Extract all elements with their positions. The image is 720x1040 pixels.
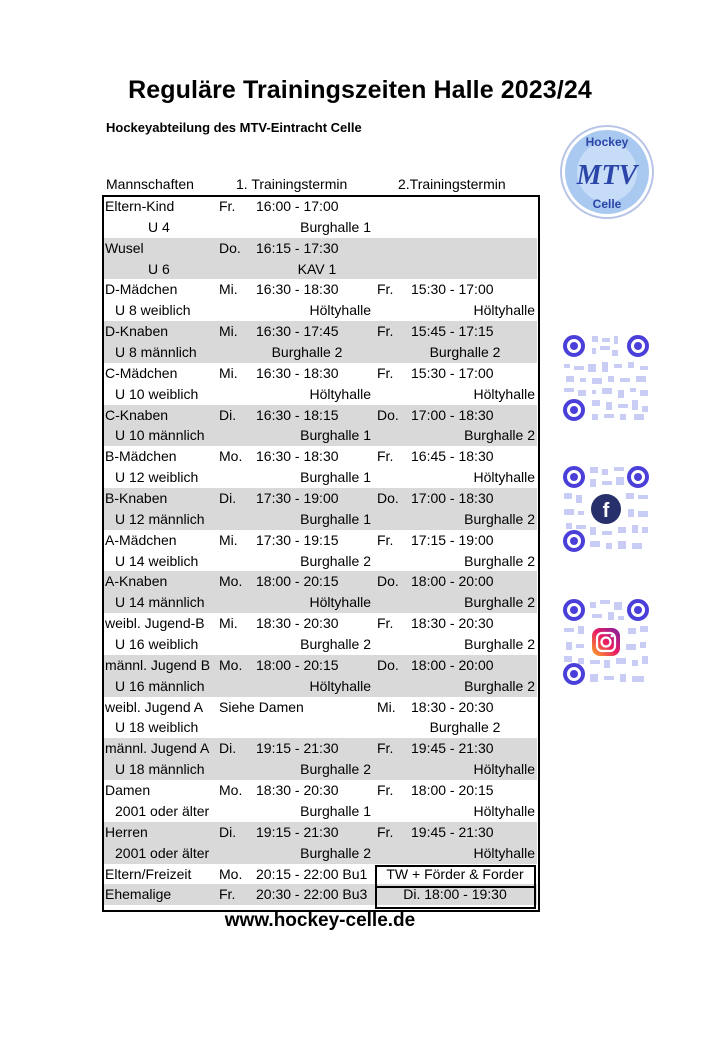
table-row	[103, 509, 537, 530]
table-row	[103, 634, 537, 655]
extra-box-text: Di. 18:00 - 19:30	[403, 886, 507, 903]
table-row	[103, 238, 537, 259]
day-1: Mi.	[219, 531, 238, 548]
team-name: Damen	[105, 782, 151, 799]
time-2: 17:00 - 18:30	[411, 406, 494, 423]
team-name: A-Knaben	[105, 573, 168, 590]
team-name: C-Knaben	[105, 406, 169, 423]
day-2: Fr.	[377, 531, 394, 548]
team-age: U 18 männlich	[115, 761, 205, 778]
table-row	[103, 363, 537, 384]
team-name: D-Knaben	[105, 323, 169, 340]
team-age: U 12 weiblich	[115, 469, 199, 486]
time-1: 16:15 - 17:30	[256, 239, 339, 256]
hall-2: Höltyhalle	[473, 385, 535, 402]
instagram-qr-code	[562, 598, 650, 686]
team-age: U 8 männlich	[115, 344, 197, 361]
table-row	[103, 822, 537, 843]
table-row	[103, 425, 537, 446]
header-teams: Mannschaften	[106, 176, 194, 192]
time-2: 18:30 - 20:30	[411, 615, 494, 632]
header-first-session: 1. Trainingstermin	[236, 176, 348, 192]
time-2: 19:45 - 21:30	[411, 823, 494, 840]
day-1: Mo.	[219, 865, 243, 882]
hall-2: Höltyhalle	[473, 761, 535, 778]
time-1: 16:30 - 18:30	[256, 448, 339, 465]
day-2: Do.	[377, 656, 399, 673]
table-row	[103, 801, 537, 822]
day-1: Fr.	[219, 886, 236, 903]
table-row	[103, 446, 537, 467]
day-2: Do.	[377, 490, 399, 507]
table-row	[103, 405, 537, 426]
day-2: Mi.	[377, 698, 396, 715]
time-2: 16:45 - 18:30	[411, 448, 494, 465]
hall-2: Burghalle 2	[464, 677, 535, 694]
hall-1: Burghalle 1	[300, 469, 371, 486]
time-2: 18:00 - 20:00	[411, 656, 494, 673]
hall-2: Höltyhalle	[473, 802, 535, 819]
day-2: Fr.	[377, 782, 394, 799]
time-1: 18:30 - 20:30	[256, 782, 339, 799]
team-name: weibl. Jugend-B	[105, 615, 205, 632]
hall-1: Burghalle 1	[300, 218, 371, 235]
time-1: 16:00 - 17:00	[256, 198, 339, 214]
team-age: U 16 männlich	[115, 677, 205, 694]
table-row	[103, 551, 537, 572]
team-name: C-Mädchen	[105, 364, 178, 381]
hall-1: Burghalle 2	[300, 552, 371, 569]
hall-1: Burghalle 2	[300, 844, 371, 861]
time-1: 17:30 - 19:15	[256, 531, 339, 548]
hall-2: Burghalle 2	[464, 510, 535, 527]
table-row	[103, 530, 537, 551]
logo-center-text: MTV	[576, 160, 638, 191]
hall-2: Burghalle 2	[429, 344, 501, 361]
day-1: Do.	[219, 239, 241, 256]
time-1: 16:30 - 18:30	[256, 281, 339, 298]
hall-1: Höltyhalle	[309, 677, 371, 694]
time-2: 18:00 - 20:00	[411, 573, 494, 590]
logo-bottom-text: Celle	[592, 197, 622, 211]
table-row	[103, 884, 537, 905]
day-2: Fr.	[377, 823, 394, 840]
time-1: 18:00 - 20:15	[256, 573, 339, 590]
table-row	[103, 717, 537, 738]
table-row	[103, 676, 537, 697]
team-age: U 4	[148, 218, 170, 235]
time-2: 19:45 - 21:30	[411, 740, 494, 757]
day-2: Fr.	[377, 615, 394, 632]
time-1: 16:30 - 18:15	[256, 406, 339, 423]
table-row	[103, 217, 537, 238]
table-row	[103, 759, 537, 780]
day-1: Mi.	[219, 364, 238, 381]
table-row	[103, 571, 537, 592]
website-url[interactable]: www.hockey-celle.de	[224, 910, 416, 931]
table-row	[103, 864, 537, 885]
hall-2: Burghalle 2	[464, 636, 535, 653]
team-name: männl. Jugend A	[105, 740, 210, 757]
table-row	[103, 279, 537, 300]
time-2: 18:30 - 20:30	[411, 698, 494, 715]
day-1: Mo.	[219, 448, 243, 465]
day-1: Di.	[219, 740, 237, 757]
extra-box-text: TW + Förder & Forder	[386, 865, 524, 882]
team-age: U 16 weiblich	[115, 636, 199, 653]
day-1: Mo.	[219, 573, 243, 590]
team-name: B-Mädchen	[105, 448, 177, 465]
hall-1: Höltyhalle	[309, 302, 371, 319]
table-row	[103, 780, 537, 801]
schedule-table	[103, 196, 537, 905]
table-row	[103, 655, 537, 676]
hall-2: Burghalle 2	[464, 594, 535, 611]
team-name: Herren	[105, 823, 148, 840]
time-1: 17:30 - 19:00	[256, 490, 339, 507]
team-age: U 14 männlich	[115, 594, 205, 611]
team-name: Eltern/Freizeit	[105, 865, 192, 882]
hall-2: Burghalle 2	[429, 719, 501, 736]
team-name: A-Mädchen	[105, 531, 177, 548]
hall-2: Burghalle 2	[464, 427, 535, 444]
time-2: 15:30 - 17:00	[411, 281, 494, 298]
time-1: 20:15 - 22:00 Bu1	[256, 865, 368, 882]
hall-1: Burghalle 1	[300, 802, 371, 819]
team-name: D-Mädchen	[105, 281, 178, 298]
table-row	[103, 384, 537, 405]
day-1: Fr.	[219, 198, 236, 214]
table-row	[103, 843, 537, 864]
day-1: Mi.	[219, 281, 238, 298]
day-2: Fr.	[377, 364, 394, 381]
hall-1: KAV 1	[297, 260, 337, 277]
hall-2: Höltyhalle	[473, 844, 535, 861]
day-1: Di.	[219, 406, 237, 423]
time-1: 16:30 - 17:45	[256, 323, 339, 340]
day-1: Mi.	[219, 323, 238, 340]
page-subtitle: Hockeyabteilung des MTV-Eintracht Celle	[106, 120, 362, 135]
team-age: U 10 weiblich	[115, 385, 199, 402]
table-row	[103, 488, 537, 509]
hall-1: Höltyhalle	[309, 385, 371, 402]
time-1: 19:15 - 21:30	[256, 823, 339, 840]
table-row	[103, 592, 537, 613]
day-2: Do.	[377, 406, 399, 423]
hall-1: Burghalle 1	[300, 510, 371, 527]
hall-2: Höltyhalle	[473, 302, 535, 319]
table-row	[103, 697, 537, 718]
time-2: 15:30 - 17:00	[411, 364, 494, 381]
team-name: Ehemalige	[105, 886, 172, 903]
page-title: Reguläre Trainingszeiten Halle 2023/24	[128, 76, 592, 104]
day-2: Fr.	[377, 281, 394, 298]
table-row	[103, 342, 537, 363]
team-age: U 8 weiblich	[115, 302, 191, 319]
day-2: Fr.	[377, 323, 394, 340]
time-1: 18:30 - 20:30	[256, 615, 339, 632]
logo-top-text: Hockey	[585, 135, 629, 149]
facebook-glyph: f	[602, 500, 610, 522]
day-1: Mo.	[219, 782, 243, 799]
facebook-qr-code	[562, 465, 650, 553]
table-row	[103, 196, 537, 217]
team-age: 2001 oder älter	[115, 844, 210, 861]
day-2: Do.	[377, 573, 399, 590]
day-2: Fr.	[377, 740, 394, 757]
team-age: U 10 männlich	[115, 427, 205, 444]
table-row	[103, 738, 537, 759]
hall-1: Burghalle 1	[300, 427, 371, 444]
time-2: 17:00 - 18:30	[411, 490, 494, 507]
table-row	[103, 300, 537, 321]
hockey-mtv-logo	[559, 124, 655, 220]
day-1: Siehe Damen	[219, 698, 304, 715]
team-name: männl. Jugend B	[105, 656, 211, 673]
table-row	[103, 321, 537, 342]
time-1: 19:15 - 21:30	[256, 740, 339, 757]
day-1: Mi.	[219, 615, 238, 632]
time-1: 16:30 - 18:30	[256, 364, 339, 381]
team-name: Wusel	[105, 239, 144, 256]
time-1: 18:00 - 20:15	[256, 656, 339, 673]
team-name: Eltern-Kind	[105, 198, 175, 214]
day-1: Di.	[219, 490, 237, 507]
hall-1: Burghalle 2	[300, 636, 371, 653]
time-1: 20:30 - 22:00 Bu3	[256, 886, 368, 903]
hall-1: Burghalle 2	[300, 761, 371, 778]
table-row	[103, 613, 537, 634]
day-1: Mo.	[219, 656, 243, 673]
hall-2: Burghalle 2	[464, 552, 535, 569]
day-2: Fr.	[377, 448, 394, 465]
time-2: 15:45 - 17:15	[411, 323, 494, 340]
mtv-qr-code	[562, 334, 650, 422]
hall-1: Höltyhalle	[309, 594, 371, 611]
hall-1: Burghalle 2	[271, 344, 343, 361]
day-1: Di.	[219, 823, 237, 840]
table-row	[103, 467, 537, 488]
team-age: U 18 weiblich	[115, 719, 199, 736]
team-age: U 14 weiblich	[115, 552, 199, 569]
hall-2: Höltyhalle	[473, 469, 535, 486]
time-2: 18:00 - 20:15	[411, 782, 494, 799]
header-second-session: 2.Trainingstermin	[398, 176, 506, 192]
team-age: U 12 männlich	[115, 510, 205, 527]
team-age: U 6	[148, 260, 170, 277]
team-name: weibl. Jugend A	[105, 698, 204, 715]
table-row	[103, 259, 537, 280]
time-2: 17:15 - 19:00	[411, 531, 494, 548]
team-age: 2001 oder älter	[115, 802, 210, 819]
team-name: B-Knaben	[105, 490, 168, 507]
